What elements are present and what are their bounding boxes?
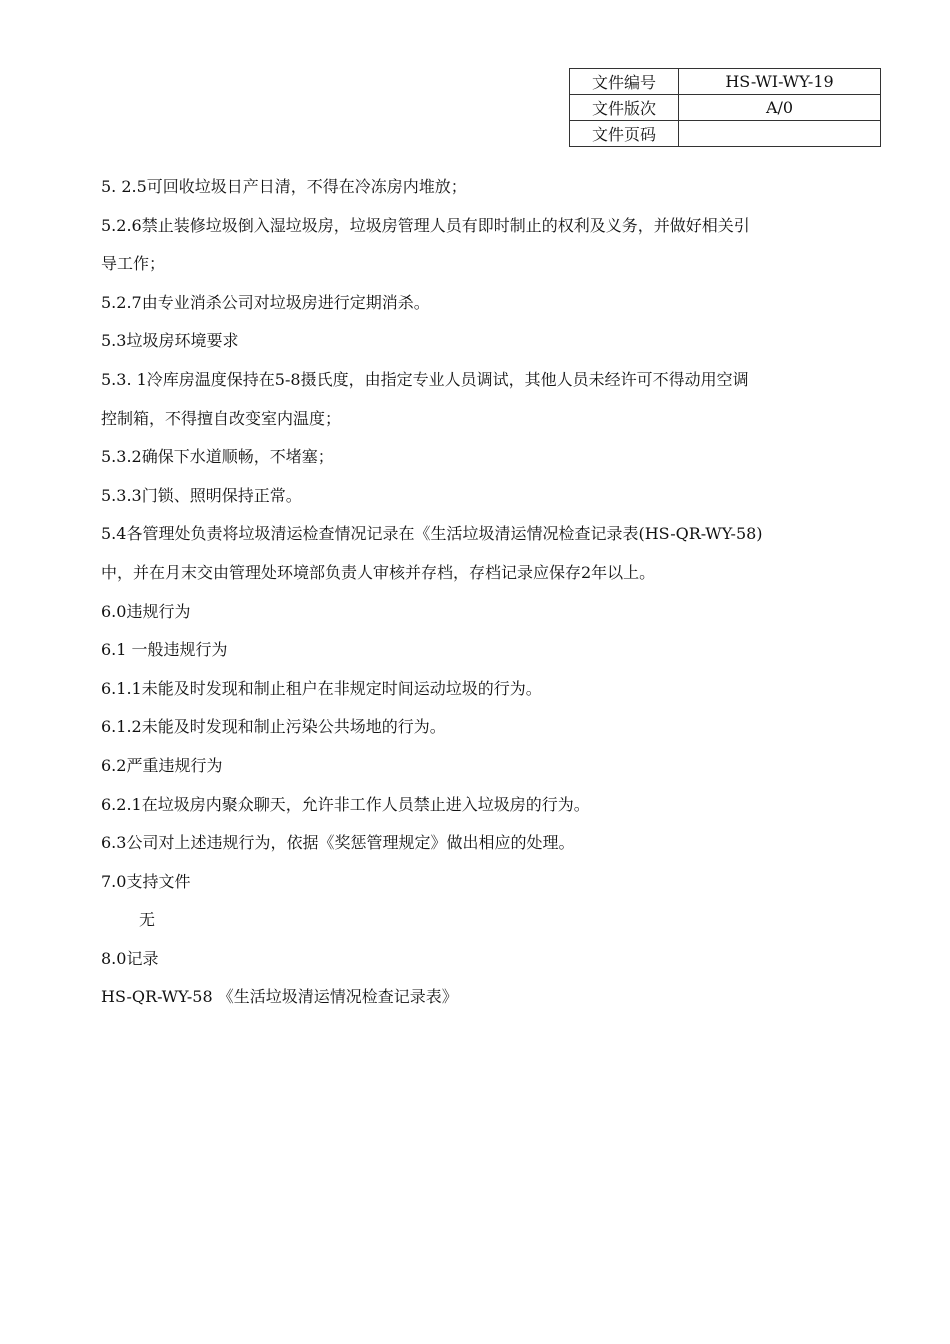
body-line: 5. 2.5可回收垃圾日产日清，不得在冷冻房内堆放； <box>101 177 467 196</box>
section-heading: 6.1 一般违规行为 <box>101 640 228 660</box>
document-body <box>101 168 891 1017</box>
doc-page-row <box>570 121 881 147</box>
body-line: 5.4各管理处负责将垃圾清运检查情况记录在《生活垃圾清运情况检查记录表(HS-QR-WY-58) <box>101 524 763 544</box>
section-heading: 8.0记录 <box>101 948 159 968</box>
section-heading: 7.0支持文件 <box>101 871 191 891</box>
doc-version-label: 文件版次 <box>570 95 679 121</box>
doc-number-value: HS-WI-WY-19 <box>679 69 881 95</box>
body-line: 5.3.2确保下水道顺畅，不堵塞； <box>101 447 334 467</box>
document-info-table <box>569 68 881 147</box>
body-line: 6.1.2未能及时发现和制止污染公共场地的行为。 <box>101 717 446 737</box>
doc-version-row <box>570 95 881 121</box>
body-line: 5.2.7由专业消杀公司对垃圾房进行定期消杀。 <box>101 292 430 312</box>
doc-page-label: 文件页码 <box>570 121 679 147</box>
body-line: 6.3公司对上述违规行为，依据《奖惩管理规定》做出相应的处理。 <box>101 833 575 853</box>
doc-version-value: A/0 <box>679 95 881 121</box>
body-line: 5.3. 1冷库房温度保持在5-8摄氏度，由指定专业人员调试，其他人员未经许可不得动用空调 <box>101 369 749 389</box>
body-line: 中，并在月末交由管理处环境部负责人审核并存档，存档记录应保存2年以上。 <box>101 562 656 582</box>
section-heading: 5.3垃圾房环境要求 <box>101 331 239 351</box>
doc-number-row <box>570 69 881 95</box>
body-line: 6.2.1在垃圾房内聚众聊天，允许非工作人员禁止进入垃圾房的行为。 <box>101 794 590 814</box>
body-line: 6.1.1未能及时发现和制止租户在非规定时间运动垃圾的行为。 <box>101 678 542 698</box>
section-heading: 6.0违规行为 <box>101 601 191 621</box>
body-line: HS-QR-WY-58 《生活垃圾清运情况检查记录表》 <box>101 987 458 1007</box>
section-heading: 6.2严重违规行为 <box>101 755 223 775</box>
body-line: 控制箱，不得擅自改变室内温度； <box>101 408 342 428</box>
body-line: 无 <box>139 910 156 930</box>
body-line: 5.2.6禁止装修垃圾倒入湿垃圾房，垃圾房管理人员有即时制止的权利及义务，并做好相关引 <box>101 215 750 235</box>
body-line: 5.3.3门锁、照明保持正常。 <box>101 485 302 505</box>
doc-number-label: 文件编号 <box>570 69 679 95</box>
body-line: 导工作； <box>101 254 166 274</box>
doc-page-value <box>679 121 881 147</box>
